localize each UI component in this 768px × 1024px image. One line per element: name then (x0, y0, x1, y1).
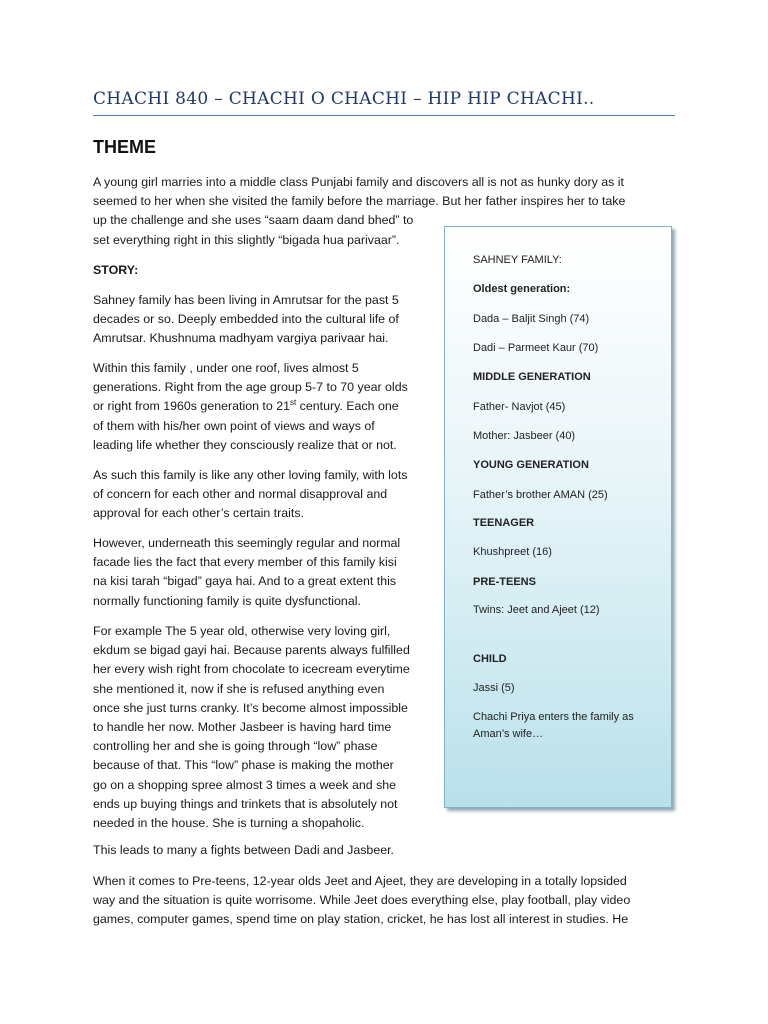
title-underline (93, 115, 675, 116)
paragraph-line: controlling her and she is going through “low” phase (93, 739, 378, 754)
family-sidebar (444, 226, 672, 808)
paragraph-line: Sahney family has been living in Amrutsar for the past 5 (93, 293, 399, 307)
sidebar-section-young: YOUNG GENERATION (473, 459, 589, 471)
story-paragraph-4 (93, 534, 400, 611)
paragraph-line: to handle her now. Mother Jasbeer is having hard time (93, 720, 392, 735)
text-run: century. Each one (296, 399, 399, 414)
paragraph-line: However, underneath this seemingly regular and normal (93, 536, 401, 550)
paragraph-line: of concern for each other and normal disapproval and (93, 487, 388, 502)
sidebar-member-dadi: Dadi – Parmeet Kaur (70) (473, 342, 599, 354)
paragraph-line: normally functioning family is quite dysfunctional. (93, 593, 361, 608)
paragraph-line: her every wish right from chocolate to icecream everytime (93, 662, 410, 677)
sidebar-section-middle: MIDDLE GENERATION (473, 371, 591, 383)
theme-line: seemed to her when she visited the family before the marriage. But her father inspires her to take (93, 194, 626, 209)
story-paragraph-6: This leads to many a fights between Dadi and Jasbeer. (93, 843, 394, 857)
story-paragraph-5 (93, 622, 410, 833)
theme-line: A young girl marries into a middle class Punjabi family and discovers all is not as hunky dory as it (93, 175, 624, 189)
theme-line: up the challenge and she uses “saam daam dand bhed” to (93, 213, 414, 228)
story-paragraph-2 (93, 359, 408, 455)
story-paragraph-7 (93, 872, 630, 930)
sidebar-member-twins: Twins: Jeet and Ajeet (12) (473, 604, 600, 616)
sidebar-section-preteens: PRE-TEENS (473, 576, 536, 588)
theme-line: set everything right in this slightly “bigada hua parivaar”. (93, 232, 400, 247)
paragraph-line: way and the situation is quite worrisome. While Jeet does everything else, play football, play video (93, 893, 631, 908)
sidebar-member-dada: Dada – Baljit Singh (74) (473, 313, 590, 325)
theme-heading: THEME (93, 137, 156, 157)
paragraph-line: For example The 5 year old, otherwise very loving girl, (93, 624, 391, 638)
sidebar-note-line: Aman’s wife… (473, 728, 544, 740)
sidebar-member-father: Father- Navjot (45) (473, 401, 566, 413)
sidebar-heading: SAHNEY FAMILY: (473, 254, 562, 266)
paragraph-line: ekdum se bigad gayi hai. Because parents always fulfilled (93, 643, 410, 658)
sidebar-section-teenager: TEENAGER (473, 517, 535, 529)
paragraph-line: she mentioned it, now if she is refused anything even (93, 681, 385, 696)
story-label: STORY: (93, 263, 139, 277)
paragraph-line: needed in the house. She is turning a shopaholic. (93, 816, 365, 831)
superscript: st (290, 398, 297, 408)
paragraph-line: once she just turns cranky. It’s become almost impossible (93, 700, 408, 715)
paragraph-line: generations. Right from the age group 5-7 to 70 year olds (93, 380, 408, 395)
story-paragraph-3 (93, 466, 407, 524)
story-paragraph-1 (93, 291, 399, 349)
paragraph-line: ends up buying things and trinkets that is absolutely not (93, 796, 398, 811)
paragraph-line: games, computer games, spend time on play station, cricket, he has lost all interest in studies. He (93, 912, 629, 927)
paragraph-line: facade lies the fact that every member of this family kisi (93, 555, 397, 570)
paragraph-line: Amrutsar. Khushnuma madhyam vargiya parivaar hai. (93, 331, 389, 346)
paragraph-line: because of that. This “low” phase is making the mother (93, 758, 394, 773)
paragraph-line (93, 397, 408, 416)
sidebar-section-child: CHILD (473, 653, 507, 665)
paragraph-line: When it comes to Pre-teens, 12-year olds Jeet and Ajeet, they are developing in a totally lopsided (93, 874, 627, 888)
paragraph-line: approval for each other’s certain traits. (93, 506, 304, 521)
paragraph-line: go on a shopping spree almost 3 times a week and she (93, 777, 397, 792)
sidebar-member-aman: Father’s brother AMAN (25) (473, 489, 608, 501)
paragraph-line: decades or so. Deeply embedded into the cultural life of (93, 312, 399, 327)
sidebar-section-oldest: Oldest generation: (473, 283, 571, 295)
paragraph-line: Within this family , under one roof, lives almost 5 (93, 361, 359, 375)
sidebar-note-line: Chachi Priya enters the family as (473, 711, 634, 723)
sidebar-member-jassi: Jassi (5) (473, 682, 515, 694)
sidebar-member-khushpreet: Khushpreet (16) (473, 546, 552, 558)
paragraph-line: na kisi tarah “bigad” gaya hai. And to a great extent this (93, 574, 397, 589)
document-title: CHACHI 840 – CHACHI O CHACHI – HIP HIP CHACHI.. (93, 89, 595, 109)
paragraph-line: of them with his/her own point of views and ways of (93, 418, 375, 433)
paragraph-line: As such this family is like any other loving family, with lots (93, 468, 408, 482)
sidebar-member-mother: Mother: Jasbeer (40) (473, 430, 576, 442)
text-run: or right from 1960s generation to 21 (93, 399, 290, 414)
paragraph-line: leading life whether they consciously realize that or not. (93, 437, 397, 452)
